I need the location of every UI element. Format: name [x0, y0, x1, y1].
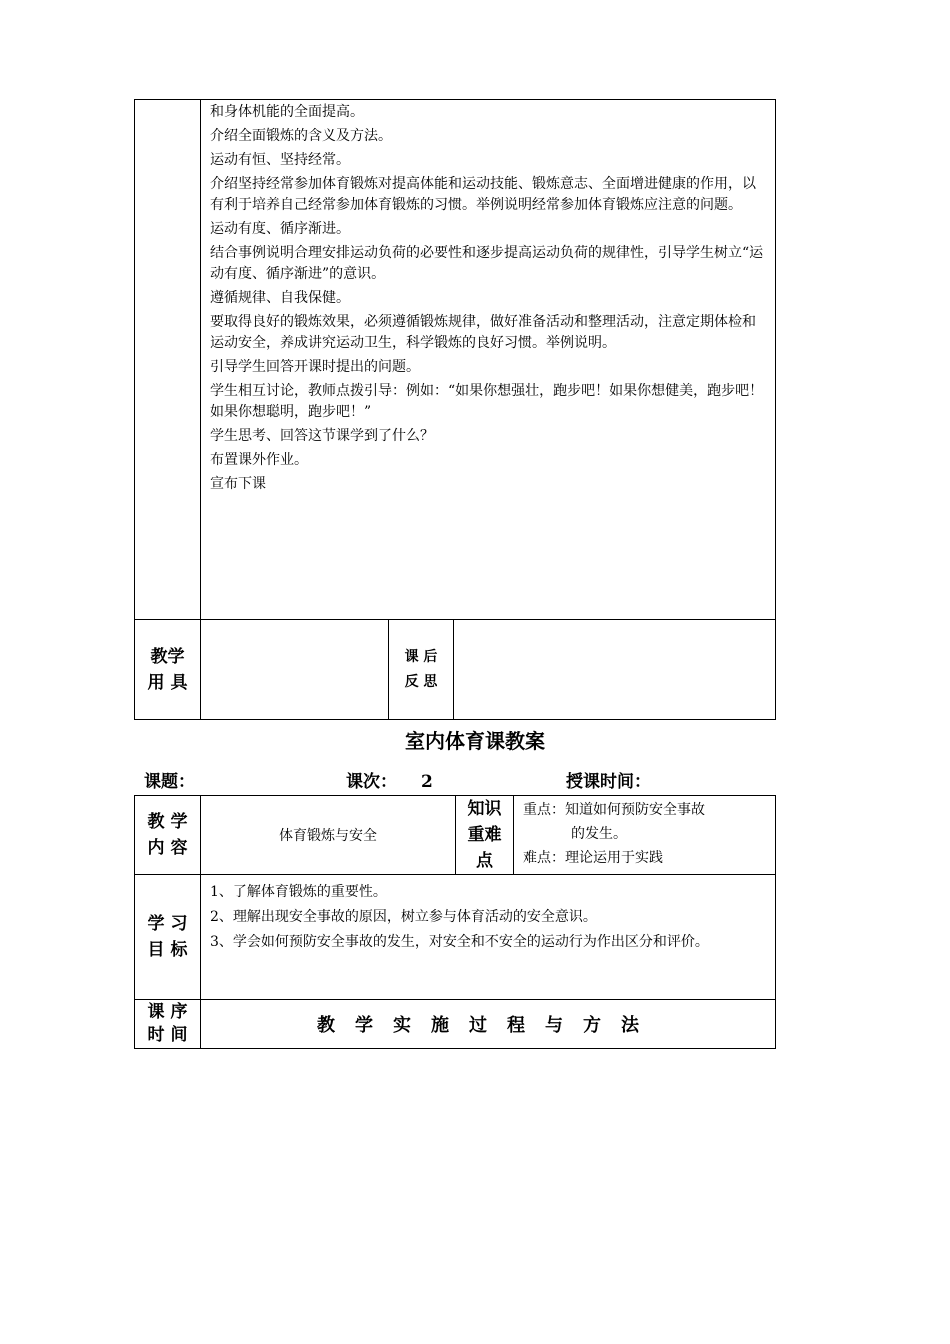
key-point [523, 798, 769, 846]
paragraph: 布置课外作业。 [210, 452, 308, 468]
tools-label-line1: 教学 [150, 646, 185, 667]
goal-item: 1、了解体育锻炼的重要性。 [210, 884, 387, 900]
tools-label-line2: 用 具 [147, 672, 188, 693]
content-label-line1: 教 学 [147, 812, 188, 832]
lesson-plan-table [134, 795, 776, 1049]
difficulty-label: 难点： [523, 850, 565, 866]
reflection-label [389, 620, 454, 720]
paragraph: 介绍坚持经常参加体育锻炼对提高体能和运动技能、锻炼意志、全面增进健康的作用，以有利于培养自己经常参加体育锻炼的习惯。举例说明经常参加体育锻炼应注意的问题。 [210, 176, 756, 213]
goal-item: 2、理解出现安全事故的原因，树立参与体育活动的安全意识。 [210, 909, 597, 925]
key-point-line2: 的发生。 [571, 826, 627, 842]
topic-label: 课题： [144, 772, 195, 792]
reflection-label-line2: 反 思 [404, 673, 438, 690]
key-point-line1: 知道如何预防安全事故 [565, 802, 705, 818]
content-label-line2: 内 容 [147, 838, 188, 858]
knowledge-label-line3: 点 [476, 851, 493, 871]
paragraph: 宣布下课 [210, 476, 266, 492]
paragraph: 学生思考、回答这节课学到了什么？ [210, 428, 434, 444]
goal-item: 3、学会如何预防安全事故的发生，对安全和不安全的运动行为作出区分和评价。 [210, 934, 709, 950]
goals-label [135, 875, 201, 1000]
paragraph: 学生相互讨论，教师点拨引导：例如：“如果你想强壮，跑步吧！如果你想健美，跑步吧！如果你想聪明，跑步吧！” [210, 383, 764, 420]
goals-list [201, 875, 776, 1000]
paragraph: 要取得良好的锻炼效果，必须遵循锻炼规律，做好准备活动和整理活动，注意定期体检和运动安全，养成讲究运动卫生，科学锻炼的良好习惯。举例说明。 [210, 314, 756, 351]
session-value: 2 [421, 772, 433, 792]
goals-label-line1: 学 习 [147, 914, 188, 934]
order-label-line2: 时 间 [147, 1025, 188, 1045]
reflection-value [454, 620, 776, 720]
difficulty-point [523, 846, 769, 870]
order-label [135, 1000, 201, 1049]
paragraph: 引导学生回答开课时提出的问题。 [210, 359, 420, 375]
order-label-line1: 课 序 [147, 1002, 188, 1022]
content-value: 体育锻炼与安全 [201, 796, 456, 875]
paragraph: 和身体机能的全面提高。 [210, 104, 364, 120]
paragraph: 运动有度、循序渐进。 [210, 221, 350, 237]
reflection-label-line1: 课 后 [404, 648, 438, 665]
key-point-label: 重点： [523, 802, 565, 818]
knowledge-label-line1: 知识 [467, 799, 502, 819]
paragraph: 运动有恒、坚持经常。 [210, 152, 350, 168]
paragraph: 介绍全面锻炼的含义及方法。 [210, 128, 392, 144]
continuation-body [201, 100, 776, 620]
knowledge-label-line2: 重难 [467, 825, 502, 845]
difficulty-value: 理论运用于实践 [565, 850, 663, 866]
goals-label-line2: 目 标 [147, 940, 188, 960]
session-label: 课次： [346, 772, 397, 792]
tools-label [135, 620, 201, 720]
knowledge-label [456, 796, 514, 875]
time-label: 授课时间： [566, 772, 651, 792]
paragraph: 结合事例说明合理安排运动负荷的必要性和逐步提高运动负荷的规律性，引导学生树立“运动有度、循序渐进”的意识。 [210, 245, 764, 282]
continuation-left-cell [135, 100, 201, 620]
method-heading: 教学实施过程与方法 [201, 1000, 776, 1049]
tools-value [201, 620, 389, 720]
key-points [514, 796, 776, 875]
paragraph: 遵循规律、自我保健。 [210, 290, 350, 306]
lesson-continuation-table [134, 99, 776, 720]
content-label [135, 796, 201, 875]
document-title: 室内体育课教案 [405, 729, 545, 753]
